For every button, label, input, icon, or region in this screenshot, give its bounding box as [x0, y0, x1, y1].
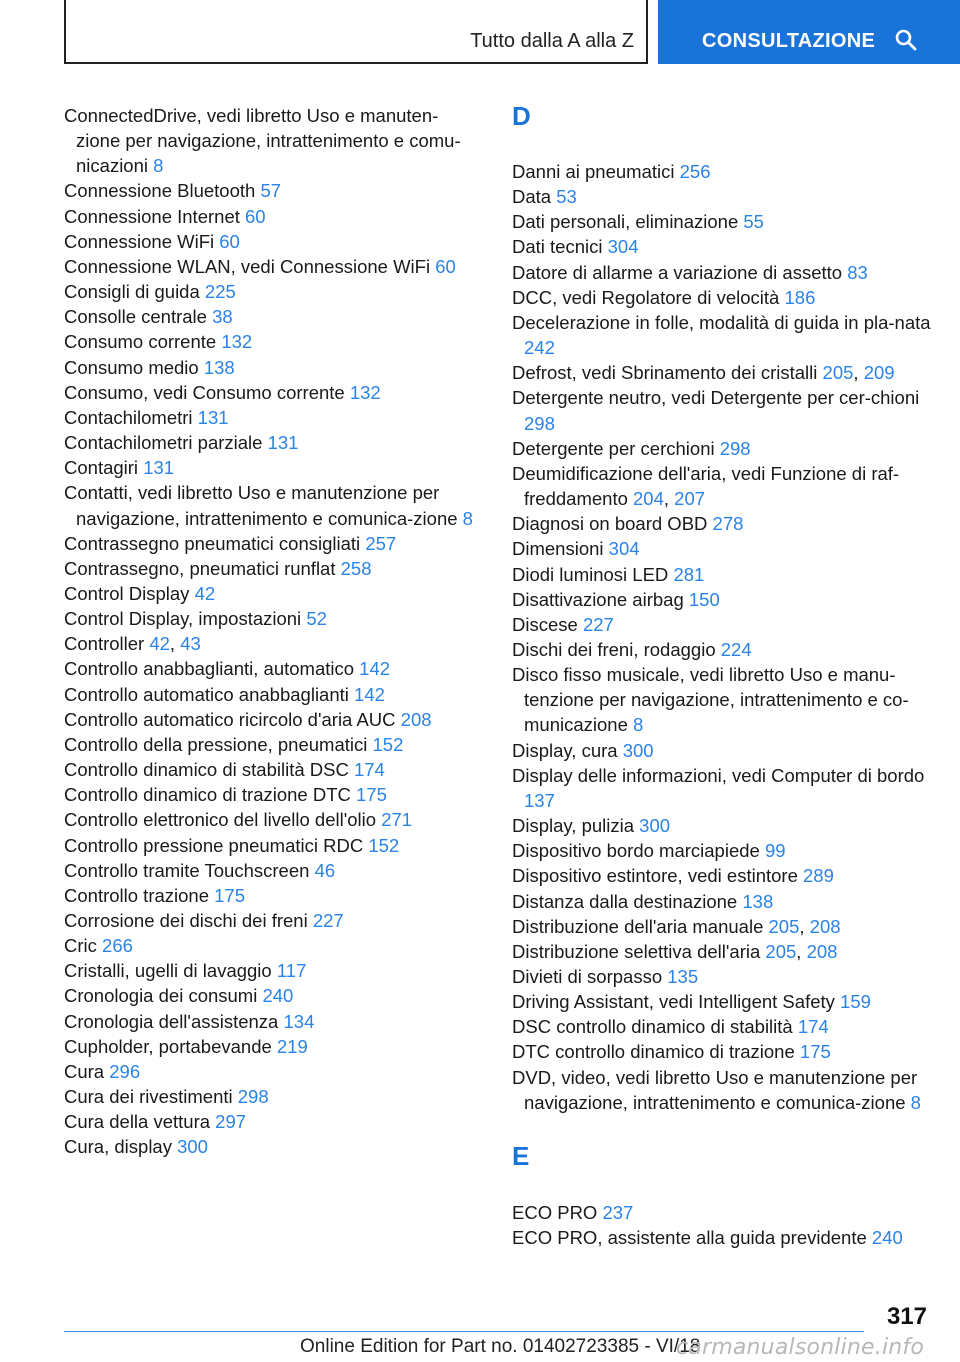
page-ref-link[interactable]: 60	[245, 205, 266, 227]
index-entry	[64, 782, 480, 807]
page-ref-link[interactable]: 174	[797, 1016, 829, 1038]
index-entry	[64, 1084, 480, 1109]
entry-term: ConnectedDrive, vedi libretto Uso e manuten-zione per navigazione, intrattenimento e comu-nicazioni	[64, 105, 461, 177]
entry-term: Distribuzione dell'aria manuale	[512, 915, 764, 937]
entry-term: Connessione WiFi	[64, 230, 215, 252]
page-ref-link[interactable]: 131	[143, 457, 175, 479]
index-entry	[64, 1034, 480, 1059]
index-entry	[512, 1014, 942, 1039]
page-ref-link[interactable]: 152	[372, 733, 404, 755]
page-ref-link[interactable]: 242	[524, 337, 555, 359]
page-number: 317	[886, 1303, 927, 1330]
entry-term: Defrost, vedi Sbrinamento dei cristalli	[512, 362, 818, 384]
page-ref-link[interactable]: 227	[312, 910, 344, 931]
page-ref-link[interactable]: 205	[765, 940, 797, 962]
entry-term: Controllo elettronico del livello dell'olio	[64, 809, 377, 831]
entry-term: Dati tecnici	[512, 236, 603, 258]
index-entry	[64, 254, 480, 279]
index-entry	[64, 833, 480, 858]
index-entry	[64, 883, 480, 908]
section-d-entries	[512, 159, 942, 1115]
footer-edition: Online Edition for Part no. 01402723385 - VI/18	[300, 1336, 701, 1357]
index-entry	[512, 285, 942, 310]
index-entry	[64, 380, 480, 405]
page-ref-link[interactable]: 224	[720, 638, 752, 660]
page-ref-link[interactable]: 46	[314, 859, 336, 881]
entry-term: Dispositivo bordo marciapiede	[512, 840, 760, 862]
page-ref-link[interactable]: 289	[803, 865, 834, 887]
page-ref-link[interactable]: 240	[871, 1227, 903, 1249]
page-ref-link[interactable]: 298	[237, 1086, 269, 1108]
entry-term: ECO PRO, assistente alla guida previdente	[512, 1227, 867, 1249]
entry-term: Consolle centrale	[64, 306, 207, 328]
entry-term: Discese	[512, 613, 578, 635]
index-entry	[512, 536, 942, 561]
entry-term: Cura, display	[64, 1136, 172, 1158]
index-entry	[512, 813, 942, 838]
entry-term: Consumo corrente	[64, 331, 217, 353]
index-entry	[512, 1039, 942, 1064]
entry-term: Controllo della pressione, pneumatici	[64, 733, 368, 755]
index-entry: Deumidificazione dell'aria, vedi Funzione di raf-freddamento 204, 207	[512, 462, 900, 510]
page-ref-link[interactable]: 131	[197, 406, 229, 428]
entry-term: Contagiri	[64, 457, 139, 479]
page-ref-link[interactable]: 227	[582, 613, 614, 635]
entry-term: Contrassegno, pneumatici runflat	[64, 557, 336, 579]
index-entry	[512, 159, 942, 184]
search-icon[interactable]	[894, 28, 918, 57]
page-ref-link[interactable]: 83	[847, 261, 868, 283]
page-ref-link[interactable]: 240	[262, 985, 294, 1007]
page-ref-link[interactable]: 137	[524, 789, 555, 811]
index-entry	[64, 732, 480, 757]
page-ref-link[interactable]: 150	[688, 588, 720, 610]
index-entry	[64, 958, 480, 983]
page-ref-link[interactable]: 297	[215, 1111, 247, 1133]
page-ref-link[interactable]: 300	[622, 739, 654, 761]
index-entry	[512, 511, 942, 536]
page-ref-link[interactable]: 256	[679, 161, 711, 182]
page-ref-link[interactable]: 174	[353, 759, 385, 781]
entry-term: DSC controllo dinamico di stabilità	[512, 1016, 793, 1038]
entry-term: Controller	[64, 633, 145, 655]
index-entry	[64, 858, 480, 883]
page-ref-link[interactable]: 186	[784, 286, 816, 308]
index-entry	[64, 581, 480, 606]
index-entry	[64, 707, 480, 732]
index-entry	[64, 430, 480, 455]
index-entry	[64, 682, 480, 707]
page-ref-link[interactable]: 298	[524, 412, 555, 434]
page-ref-link[interactable]: 281	[673, 563, 705, 585]
index-entry	[512, 436, 942, 461]
entry-term: Contatti, vedi libretto Uso e manutenzione per navigazione, intrattenimento e comunica-zione	[64, 482, 458, 529]
page-ref-link[interactable]: 132	[221, 331, 253, 353]
page-ref-link[interactable]: 8	[153, 155, 164, 177]
index-entry	[64, 556, 480, 581]
entry-term: Dispositivo estintore, vedi estintore	[512, 865, 798, 887]
page-ref-link[interactable]: 225	[204, 281, 236, 303]
entry-term: Controllo trazione	[64, 884, 209, 906]
entry-term: Controllo pressione pneumatici RDC	[64, 834, 364, 856]
page-ref-link[interactable]: 8	[633, 714, 644, 736]
page-ref-link[interactable]: 300	[639, 815, 671, 837]
page-ref-link[interactable]: 208	[809, 915, 841, 937]
entry-term: Cura della vettura	[64, 1111, 211, 1133]
entry-term: DVD, video, vedi libretto Uso e manutenzione per navigazione, intrattenimento e comunica-zione	[512, 1066, 918, 1113]
page-ref-link[interactable]: 258	[340, 557, 372, 579]
index-entry	[512, 562, 942, 587]
entry-term: Controllo anabbaglianti, automatico	[64, 658, 355, 680]
page-ref-link[interactable]: 237	[602, 1201, 634, 1223]
entry-term: Cronologia dei consumi	[64, 985, 258, 1007]
page-ref-link[interactable]: 60	[435, 255, 456, 277]
entry-term: Consumo, vedi Consumo corrente	[64, 381, 345, 403]
index-entry: Distribuzione selettiva dell'aria 205, 208	[512, 940, 838, 962]
page-ref-link[interactable]: 138	[742, 890, 774, 912]
page-ref-link[interactable]: 271	[381, 809, 413, 831]
entry-term: Cura dei rivestimenti	[64, 1086, 233, 1108]
entry-term: Consigli di guida	[64, 281, 200, 303]
index-entry	[512, 184, 942, 209]
page-ref-link[interactable]: 8	[462, 507, 473, 529]
entry-term: Diodi luminosi LED	[512, 563, 669, 585]
page-ref-link[interactable]: 55	[743, 211, 764, 233]
entry-term: DTC controllo dinamico di trazione	[512, 1041, 795, 1063]
page-ref-link[interactable]: 298	[719, 437, 751, 459]
entry-term: Controllo automatico ricircolo d'aria AUC	[64, 708, 396, 730]
entry-term: Corrosione dei dischi dei freni	[64, 910, 308, 931]
page-ref-link[interactable]: 52	[306, 608, 327, 630]
page-ref-link[interactable]: 257	[365, 532, 397, 554]
entry-term: Danni ai pneumatici	[512, 161, 675, 182]
page-ref-link[interactable]: 304	[607, 236, 639, 258]
entry-term: Cupholder, portabevande	[64, 1035, 272, 1057]
entry-term: Contrassegno pneumatici consigliati	[64, 532, 361, 554]
entry-term: Control Display, impostazioni	[64, 608, 302, 630]
index-entry	[64, 455, 480, 480]
entry-term: Detergente neutro, vedi Detergente per cer-chioni	[512, 387, 920, 409]
page-ref-link[interactable]: 219	[276, 1035, 308, 1057]
index-entry	[64, 103, 480, 178]
page-ref-link[interactable]: 142	[359, 658, 391, 680]
index-entry: Controller 42, 43	[64, 633, 201, 655]
index-entry: Defrost, vedi Sbrinamento dei cristalli 205, 209	[512, 362, 895, 384]
entry-term: Connessione Internet	[64, 205, 240, 227]
entry-term: Datore di allarme a variazione di assetto	[512, 261, 843, 283]
index-entry	[64, 178, 480, 203]
page-ref-link[interactable]: 43	[180, 633, 201, 655]
page-ref-link[interactable]: 131	[267, 432, 299, 454]
index-entry	[64, 656, 480, 681]
entry-term: Decelerazione in folle, modalità di guida in pla-nata	[512, 311, 931, 333]
page-ref-link[interactable]: 99	[764, 840, 786, 862]
index-entry	[64, 531, 480, 556]
entry-term: Distanza dalla destinazione	[512, 890, 738, 912]
section-letter-d: D	[512, 101, 531, 131]
entry-term: Cura	[64, 1060, 105, 1082]
entry-term: Dischi dei freni, rodaggio	[512, 638, 716, 660]
index-entry	[64, 606, 480, 631]
entry-term: Controllo dinamico di trazione DTC	[64, 784, 351, 806]
index-entry	[64, 807, 480, 832]
page-ref-link[interactable]: 42	[194, 582, 216, 604]
index-entry	[512, 1065, 942, 1115]
page-ref-link[interactable]: 209	[863, 362, 895, 384]
index-entry	[512, 587, 942, 612]
entry-term: Detergente per cerchioni	[512, 437, 715, 459]
entry-term: Display, pulizia	[512, 815, 635, 837]
index-column-left	[64, 103, 480, 1160]
entry-term: Control Display	[64, 582, 190, 604]
section-letter-e: E	[512, 1140, 530, 1171]
page-ref-link[interactable]: 175	[214, 884, 246, 906]
index-entry	[512, 260, 942, 285]
index-entry	[64, 1109, 480, 1134]
page-ref-link[interactable]: 204	[633, 488, 664, 510]
index-entry	[64, 1134, 480, 1159]
entry-term: Controllo automatico anabbaglianti	[64, 683, 349, 705]
entry-term: ECO PRO	[512, 1201, 598, 1223]
page-ref-link[interactable]: 53	[556, 186, 577, 208]
index-entry	[512, 385, 942, 435]
section-e-entries	[512, 1200, 942, 1250]
entry-term: Cric	[64, 935, 97, 957]
index-entry	[512, 863, 942, 888]
page-ref-link[interactable]: 135	[667, 966, 699, 987]
page-ref-link[interactable]: 57	[260, 180, 282, 202]
index-entry	[64, 329, 480, 354]
entry-term: Connessione Bluetooth	[64, 180, 256, 202]
index-entry	[64, 480, 480, 530]
index-column-right	[512, 103, 942, 1250]
index-entry	[512, 838, 942, 863]
entry-term: Controllo dinamico di stabilità DSC	[64, 759, 349, 781]
page-ref-link[interactable]: 138	[203, 356, 235, 378]
index-entry	[64, 908, 480, 933]
index-entry: Distribuzione dell'aria manuale 205, 208	[512, 915, 841, 937]
header-consultazione-tab[interactable]	[658, 0, 960, 64]
index-entry	[512, 209, 942, 234]
index-entry	[512, 612, 942, 637]
index-entry	[512, 637, 942, 662]
index-entry	[512, 964, 942, 989]
page-ref-link[interactable]: 207	[674, 488, 706, 510]
index-entry	[64, 229, 480, 254]
page-ref-link[interactable]: 42	[149, 633, 170, 655]
page-ref-link[interactable]: 208	[806, 940, 838, 962]
entry-term: Distribuzione selettiva dell'aria	[512, 940, 761, 962]
entry-term: Display delle informazioni, vedi Computer di bordo	[512, 764, 925, 786]
section-label: Tutto dalla A alla Z	[470, 30, 634, 52]
header-section-tab[interactable]	[64, 0, 648, 64]
footer-divider	[64, 1331, 864, 1332]
index-entry	[64, 405, 480, 430]
page-ref-link[interactable]: 175	[799, 1041, 831, 1063]
entry-term: Contachilometri parziale	[64, 432, 263, 454]
index-entry	[64, 983, 480, 1008]
entry-term: Driving Assistant, vedi Intelligent Safety	[512, 991, 835, 1013]
page-ref-link[interactable]: 266	[102, 935, 133, 957]
entry-term: Connessione WLAN, vedi Connessione WiFi	[64, 255, 431, 277]
index-entry	[512, 989, 942, 1014]
index-entry	[64, 355, 480, 380]
consultazione-label: CONSULTAZIONE	[702, 30, 876, 52]
index-entry	[512, 738, 942, 763]
page-ref-link[interactable]: 60	[219, 230, 240, 252]
page-ref-link[interactable]: 117	[276, 960, 307, 982]
index-entry	[64, 757, 480, 782]
page-ref-link[interactable]: 38	[212, 306, 233, 328]
index-entry	[64, 279, 480, 304]
index-entry	[512, 234, 942, 259]
page-ref-link[interactable]: 8	[910, 1091, 921, 1113]
entry-term: Cronologia dell'assistenza	[64, 1010, 279, 1032]
index-entry	[64, 933, 480, 958]
entry-term: Cristalli, ugelli di lavaggio	[64, 960, 272, 982]
page-ref-link[interactable]: 142	[354, 683, 385, 705]
entry-term: Data	[512, 186, 552, 208]
index-entry	[512, 763, 942, 813]
entry-term: Divieti di sorpasso	[512, 966, 663, 987]
entry-term: Diagnosi on board OBD	[512, 513, 708, 535]
page-ref-link[interactable]: 159	[840, 991, 871, 1013]
page-ref-link[interactable]: 208	[400, 708, 432, 730]
entry-term: DCC, vedi Regolatore di velocità	[512, 286, 780, 308]
page-ref-link[interactable]: 152	[368, 834, 400, 856]
entry-term: Disco fisso musicale, vedi libretto Uso e manu-tenzione per navigazione, intrattenimento e co-municazione	[512, 664, 909, 736]
page-ref-link[interactable]: 205	[822, 362, 854, 384]
page-ref-link[interactable]: 132	[349, 381, 381, 403]
watermark: carmanualsonline.info	[676, 1335, 925, 1360]
entry-term: Dimensioni	[512, 538, 604, 560]
entry-term: Controllo tramite Touchscreen	[64, 859, 310, 881]
page-ref-link[interactable]: 304	[608, 538, 640, 560]
page-ref-link[interactable]: 134	[283, 1010, 315, 1032]
entry-term: Consumo medio	[64, 356, 199, 378]
index-entry	[512, 310, 942, 360]
page-ref-link[interactable]: 296	[109, 1060, 141, 1082]
index-entry	[512, 662, 942, 737]
entry-term: Dati personali, eliminazione	[512, 211, 739, 233]
page-ref-link[interactable]: 175	[356, 784, 387, 806]
index-entry	[64, 1009, 480, 1034]
page-ref-link[interactable]: 205	[768, 915, 800, 937]
entry-term: Disattivazione airbag	[512, 588, 684, 610]
index-entry	[512, 1200, 942, 1225]
entry-term: Deumidificazione dell'aria, vedi Funzione di raf-freddamento	[512, 462, 900, 510]
index-entry	[64, 304, 480, 329]
index-entry	[64, 204, 480, 229]
index-entry	[512, 889, 942, 914]
page-ref-link[interactable]: 300	[177, 1136, 208, 1158]
index-entry	[64, 1059, 480, 1084]
entry-term: Contachilometri	[64, 406, 193, 428]
entry-term: Display, cura	[512, 739, 618, 761]
index-entry	[512, 1225, 942, 1250]
page-ref-link[interactable]: 278	[712, 513, 744, 535]
